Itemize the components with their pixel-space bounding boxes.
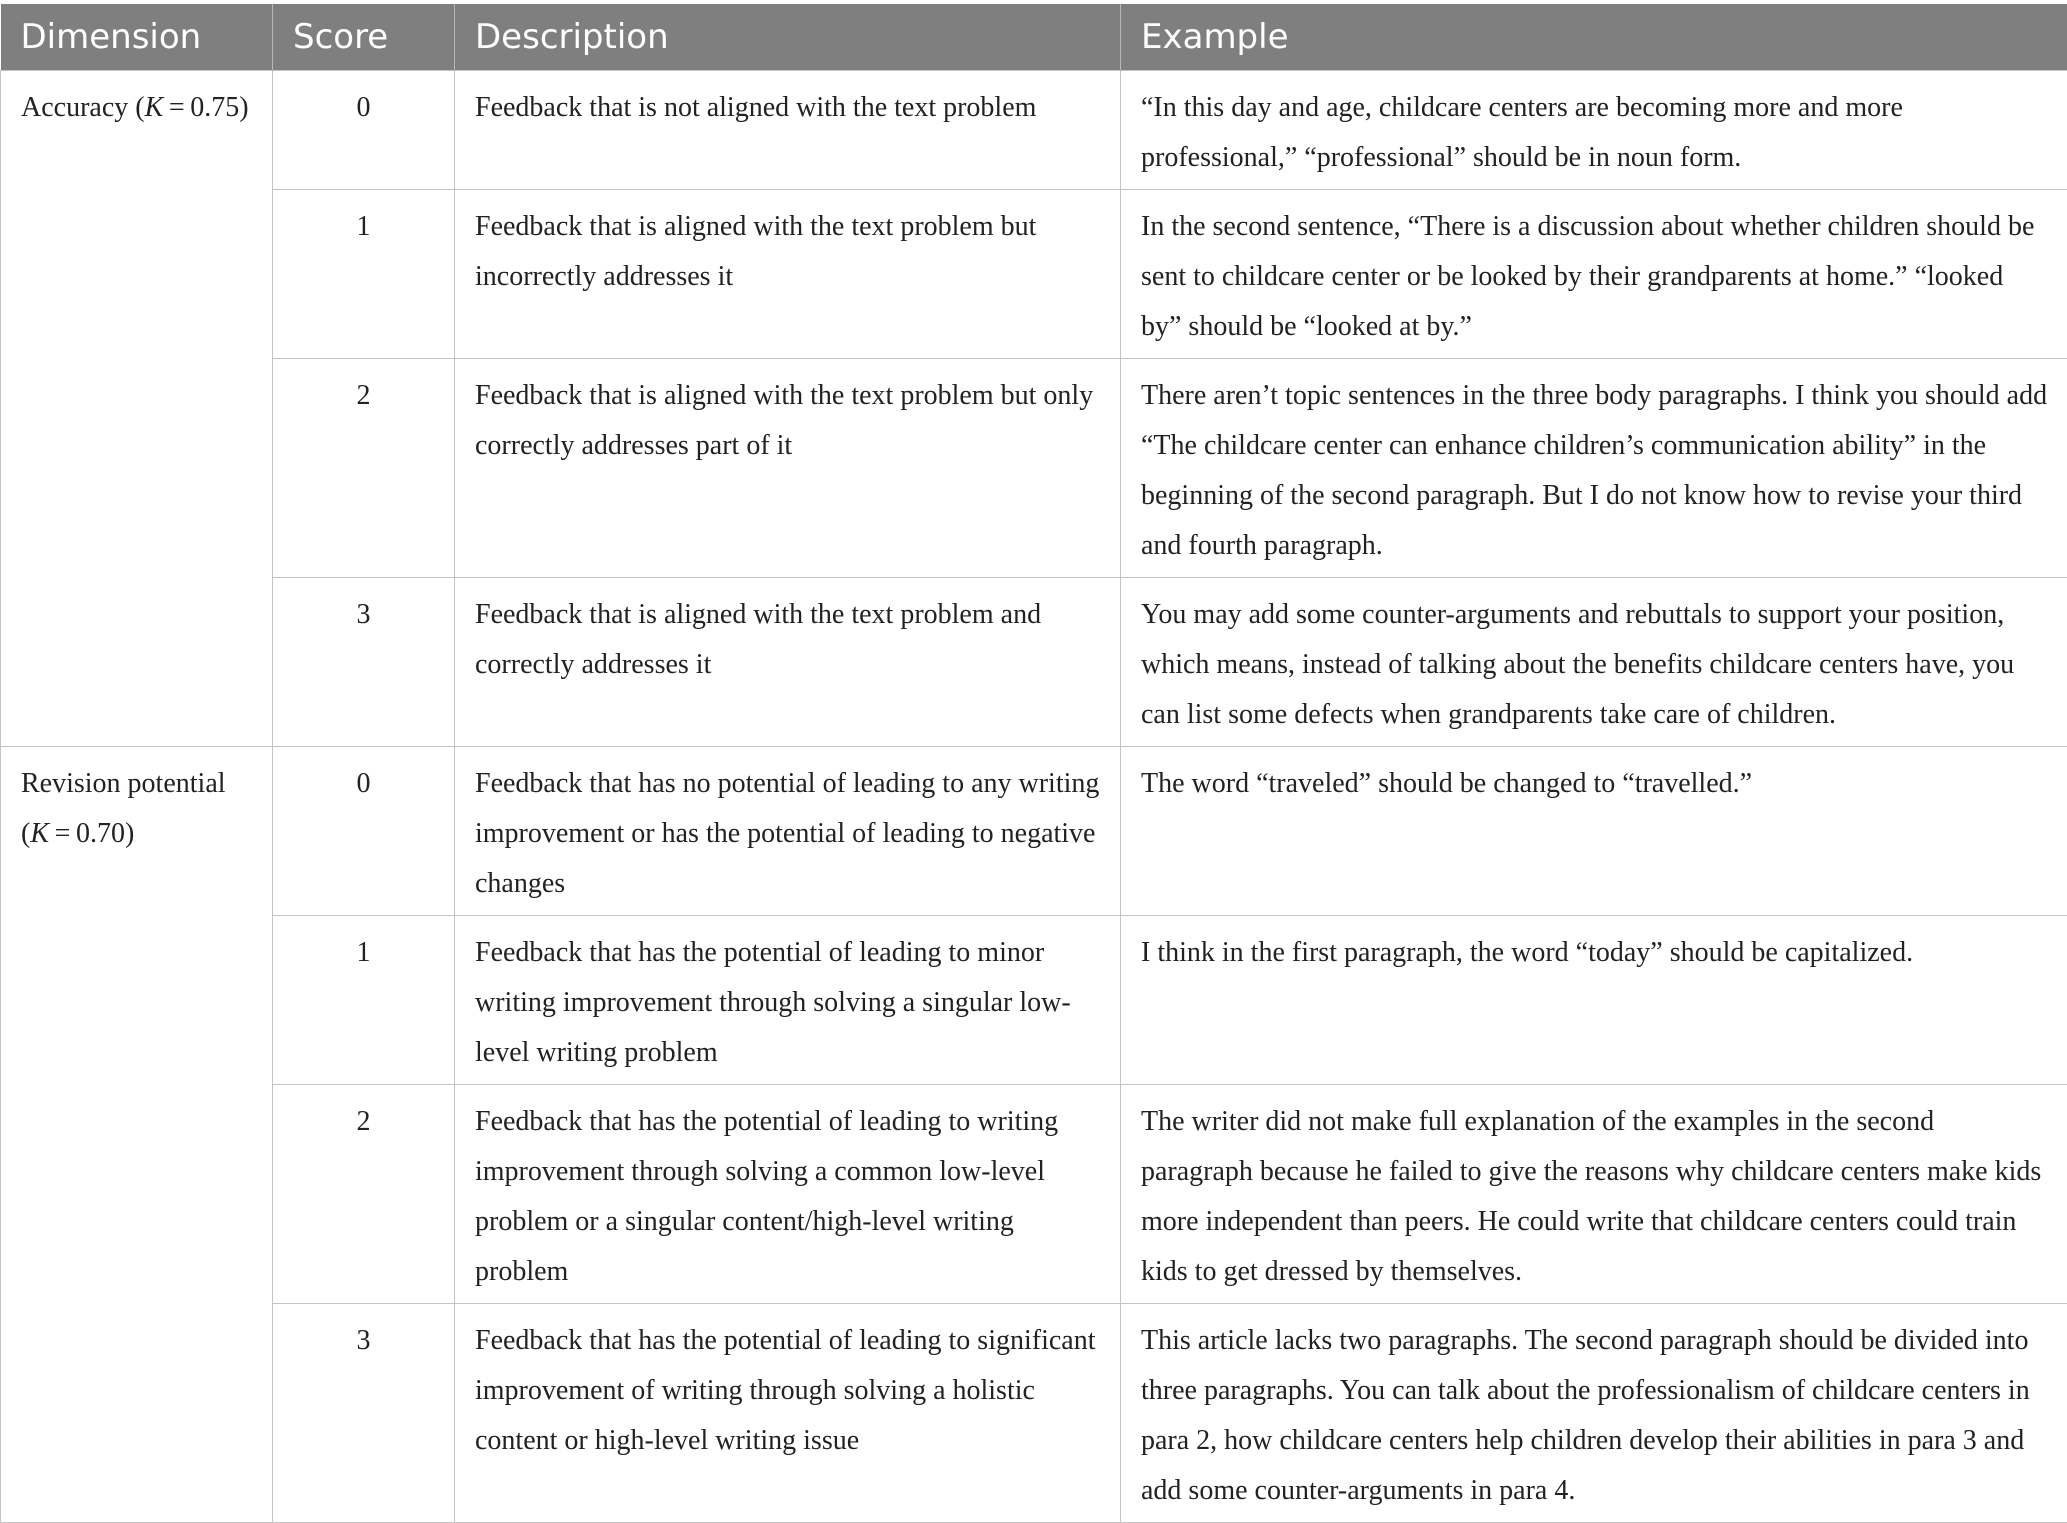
table-header: [1, 4, 2067, 70]
header-dimension: Dimension: [1, 4, 273, 70]
table-row: [1, 189, 2067, 358]
kappa-value: = 0.75): [163, 92, 248, 123]
example-cell: There aren’t topic sentences in the three body paragraphs. I think you should add “The childcare center can enhance children’s communication ability” in the beginning of the second paragraph. But I do not know how to revise your third and fourth paragraph.: [1121, 358, 2067, 577]
example-cell: You may add some counter-arguments and rebuttals to support your position, which means, instead of talking about the benefits childcare centers have, you can list some defects when grandparents take care of children.: [1121, 577, 2067, 746]
score-cell: 1: [273, 915, 455, 1084]
table-row: [1, 1303, 2067, 1522]
kappa-symbol: K: [30, 818, 49, 849]
rubric-table-container: [0, 4, 2067, 1523]
rubric-table: [0, 4, 2067, 1523]
description-cell: Feedback that is aligned with the text problem and correctly addresses it: [455, 577, 1121, 746]
description-cell: Feedback that is not aligned with the text problem: [455, 70, 1121, 189]
dimension-label: Revision potential (: [21, 768, 226, 849]
description-cell: Feedback that is aligned with the text problem but incorrectly addresses it: [455, 189, 1121, 358]
header-score: Score: [273, 4, 455, 70]
table-row: [1, 746, 2067, 915]
header-example: Example: [1121, 4, 2067, 70]
example-cell: This article lacks two paragraphs. The second paragraph should be divided into three paragraphs. You can talk about the professionalism of childcare centers in para 2, how childcare centers help children develop their abilities in para 3 and add some counter-arguments in para 4.: [1121, 1303, 2067, 1522]
description-cell: Feedback that has the potential of leading to writing improvement through solving a common low-level problem or a singular content/high-level writing problem: [455, 1084, 1121, 1303]
example-cell: I think in the first paragraph, the word “today” should be capitalized.: [1121, 915, 2067, 1084]
kappa-symbol: K: [145, 92, 164, 123]
example-cell: In the second sentence, “There is a discussion about whether children should be sent to childcare center or be looked by their grandparents at home.” “looked by” should be “looked at by.”: [1121, 189, 2067, 358]
description-cell: Feedback that has the potential of leading to minor writing improvement through solving a singular low-level writing problem: [455, 915, 1121, 1084]
header-row: [1, 4, 2067, 70]
example-cell: The writer did not make full explanation of the examples in the second paragraph because he failed to give the reasons why childcare centers make kids more independent than peers. He could write that childcare centers could train kids to get dressed by themselves.: [1121, 1084, 2067, 1303]
example-cell: The word “traveled” should be changed to “travelled.”: [1121, 746, 2067, 915]
dimension-cell-accuracy: [1, 70, 273, 746]
score-cell: 2: [273, 1084, 455, 1303]
dimension-label: Accuracy (: [21, 92, 145, 123]
description-cell: Feedback that has the potential of leading to significant improvement of writing through solving a holistic content or high-level writing issue: [455, 1303, 1121, 1522]
header-description: Description: [455, 4, 1121, 70]
table-row: [1, 358, 2067, 577]
example-cell: “In this day and age, childcare centers are becoming more and more professional,” “professional” should be in noun form.: [1121, 70, 2067, 189]
score-cell: 0: [273, 746, 455, 915]
score-cell: 1: [273, 189, 455, 358]
score-cell: 0: [273, 70, 455, 189]
table-body: [1, 70, 2067, 1522]
description-cell: Feedback that is aligned with the text problem but only correctly addresses part of it: [455, 358, 1121, 577]
description-cell: Feedback that has no potential of leading to any writing improvement or has the potential of leading to negative changes: [455, 746, 1121, 915]
table-row: [1, 70, 2067, 189]
dimension-cell-revision-potential: [1, 746, 273, 1522]
score-cell: 3: [273, 1303, 455, 1522]
table-row: [1, 915, 2067, 1084]
table-row: [1, 1084, 2067, 1303]
table-row: [1, 577, 2067, 746]
kappa-value: = 0.70): [49, 818, 134, 849]
score-cell: 2: [273, 358, 455, 577]
score-cell: 3: [273, 577, 455, 746]
